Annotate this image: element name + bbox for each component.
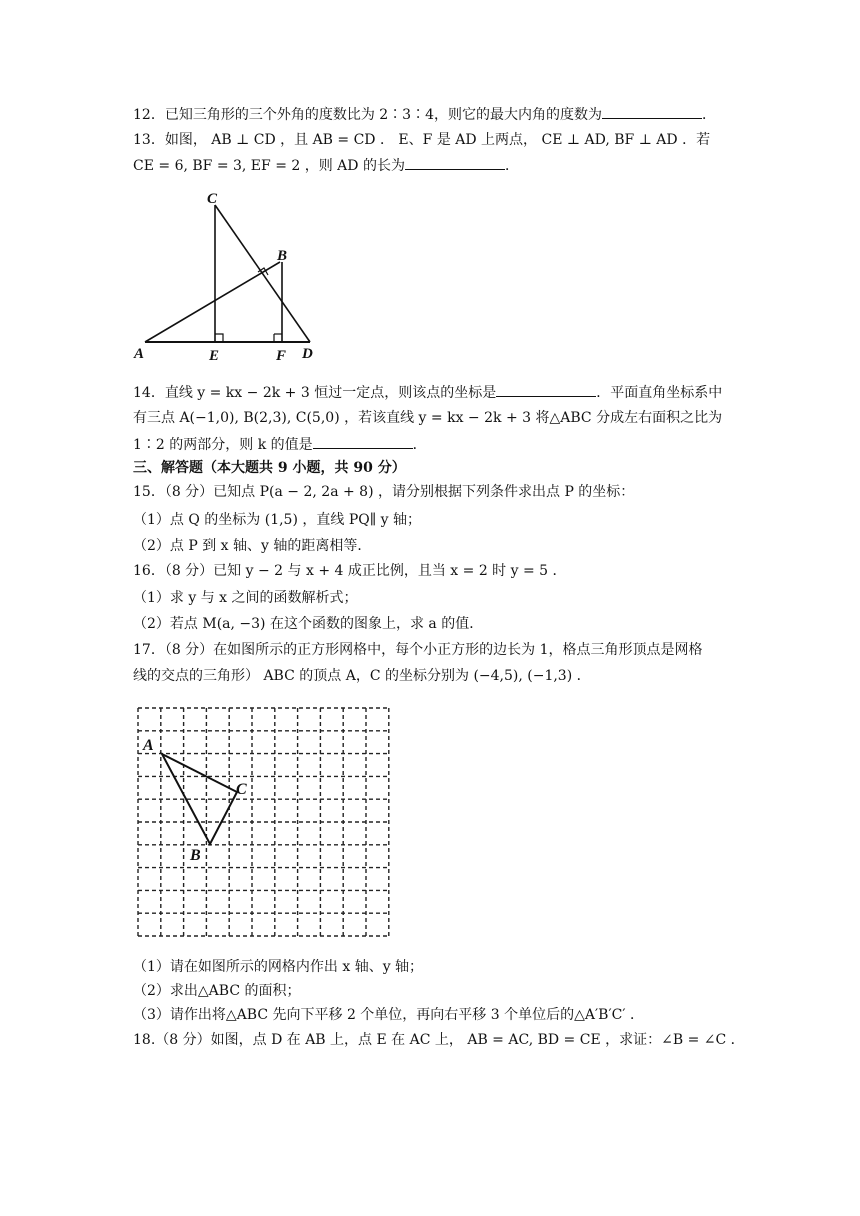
q14-line1 — [133, 382, 722, 403]
q13-label-a: A — [134, 346, 145, 362]
q14-answer-blank-1 — [496, 382, 596, 397]
q13-line1: 13．如图， AB ⊥ CD ，且 AB = CD ． E、F 是 AD 上两点， CE ⊥ AD, BF ⊥ AD ．若 — [133, 132, 711, 148]
q14-line3 — [133, 434, 427, 455]
q13-label-e: E — [209, 348, 220, 364]
q15-part2: （2）点 P 到 x 轴、y 轴的距离相等． — [133, 538, 372, 554]
q12-line — [133, 104, 716, 125]
q17-grid-figure — [130, 698, 392, 948]
q13-label-d: D — [302, 346, 313, 362]
q12-text: 12．已知三角形的三个外角的度数比为 2∶3∶4，则它的最大内角的度数为 — [133, 107, 602, 123]
q17-stem-line2: 线的交点的三角形） ABC 的顶点 A，C 的坐标分别为 (−4,5), (−1,3) ． — [133, 668, 591, 684]
q13-label-c: C — [207, 191, 218, 207]
q17-label-b: B — [190, 847, 201, 864]
q13-line2 — [133, 155, 519, 176]
q13-line2-text: CE = 6, BF = 3, EF = 2 ，则 AD 的长为 — [133, 158, 405, 174]
q14-line1-text: 14．直线 y = kx − 2k + 3 恒过一定点，则该点的坐标是 — [133, 385, 497, 401]
q16-part2: （2）若点 M(a, −3) 在这个函数的图象上，求 a 的值． — [133, 616, 484, 632]
q14-line3-text: 1∶2 的两部分，则 k 的值是 — [133, 437, 313, 453]
q13-label-b: B — [277, 248, 288, 264]
q17-part3: （3）请作出将△ABC 先向下平移 2 个单位，再向右平移 3 个单位后的△A′B′C′ ． — [133, 1007, 644, 1023]
q14-answer-blank-2 — [313, 434, 413, 449]
q13-end: ． — [504, 158, 519, 174]
q17-part1: （1）请在如图所示的网格内作出 x 轴、y 轴； — [133, 959, 424, 975]
q13-label-f: F — [276, 348, 287, 364]
q12-answer-blank — [602, 104, 702, 119]
section-heading: 三、解答题（本大题共 9 小题，共 90 分） — [133, 460, 406, 476]
q17-stem-line1: 17．（8 分）在如图所示的正方形网格中，每个小正方形的边长为 1，格点三角形顶点是网格 — [133, 642, 703, 658]
q17-label-c: C — [236, 781, 247, 798]
q13-figure — [130, 185, 330, 365]
q16-stem: 16．（8 分）已知 y − 2 与 x + 4 成正比例，且当 x = 2 时 y = 5 ． — [133, 563, 567, 579]
q12-end: ． — [702, 107, 716, 123]
q17-part2: （2）求出△ABC 的面积； — [133, 983, 301, 999]
q14-line1-end: ．平面直角坐标系中 — [596, 385, 723, 401]
q13-answer-blank — [405, 155, 505, 170]
q14-end: ． — [412, 437, 427, 453]
q17-grid — [138, 708, 389, 936]
q13-right-angle-e — [215, 334, 223, 342]
q13-segment-ab — [145, 262, 280, 342]
q14-line2: 有三点 A(−1,0), B(2,3), C(5,0) ，若该直线 y = kx − 2k + 3 将△ABC 分成左右面积之比为 — [133, 410, 723, 426]
q18-stem: 18.（8 分）如图，点 D 在 AB 上，点 E 在 AC 上， AB = AC, BD = CE ，求证：∠B = ∠C ． — [133, 1032, 745, 1048]
q16-part1: （1）求 y 与 x 之间的函数解析式； — [133, 590, 358, 606]
q15-stem: 15．（8 分）已知点 P(a − 2, 2a + 8) ，请分别根据下列条件求出点 P 的坐标： — [133, 484, 635, 500]
q15-part1: （1）点 Q 的坐标为 (1,5) ，直线 PQ∥ y 轴； — [133, 512, 421, 528]
q13-segment-cd — [215, 205, 310, 342]
q17-label-a: A — [143, 737, 154, 754]
